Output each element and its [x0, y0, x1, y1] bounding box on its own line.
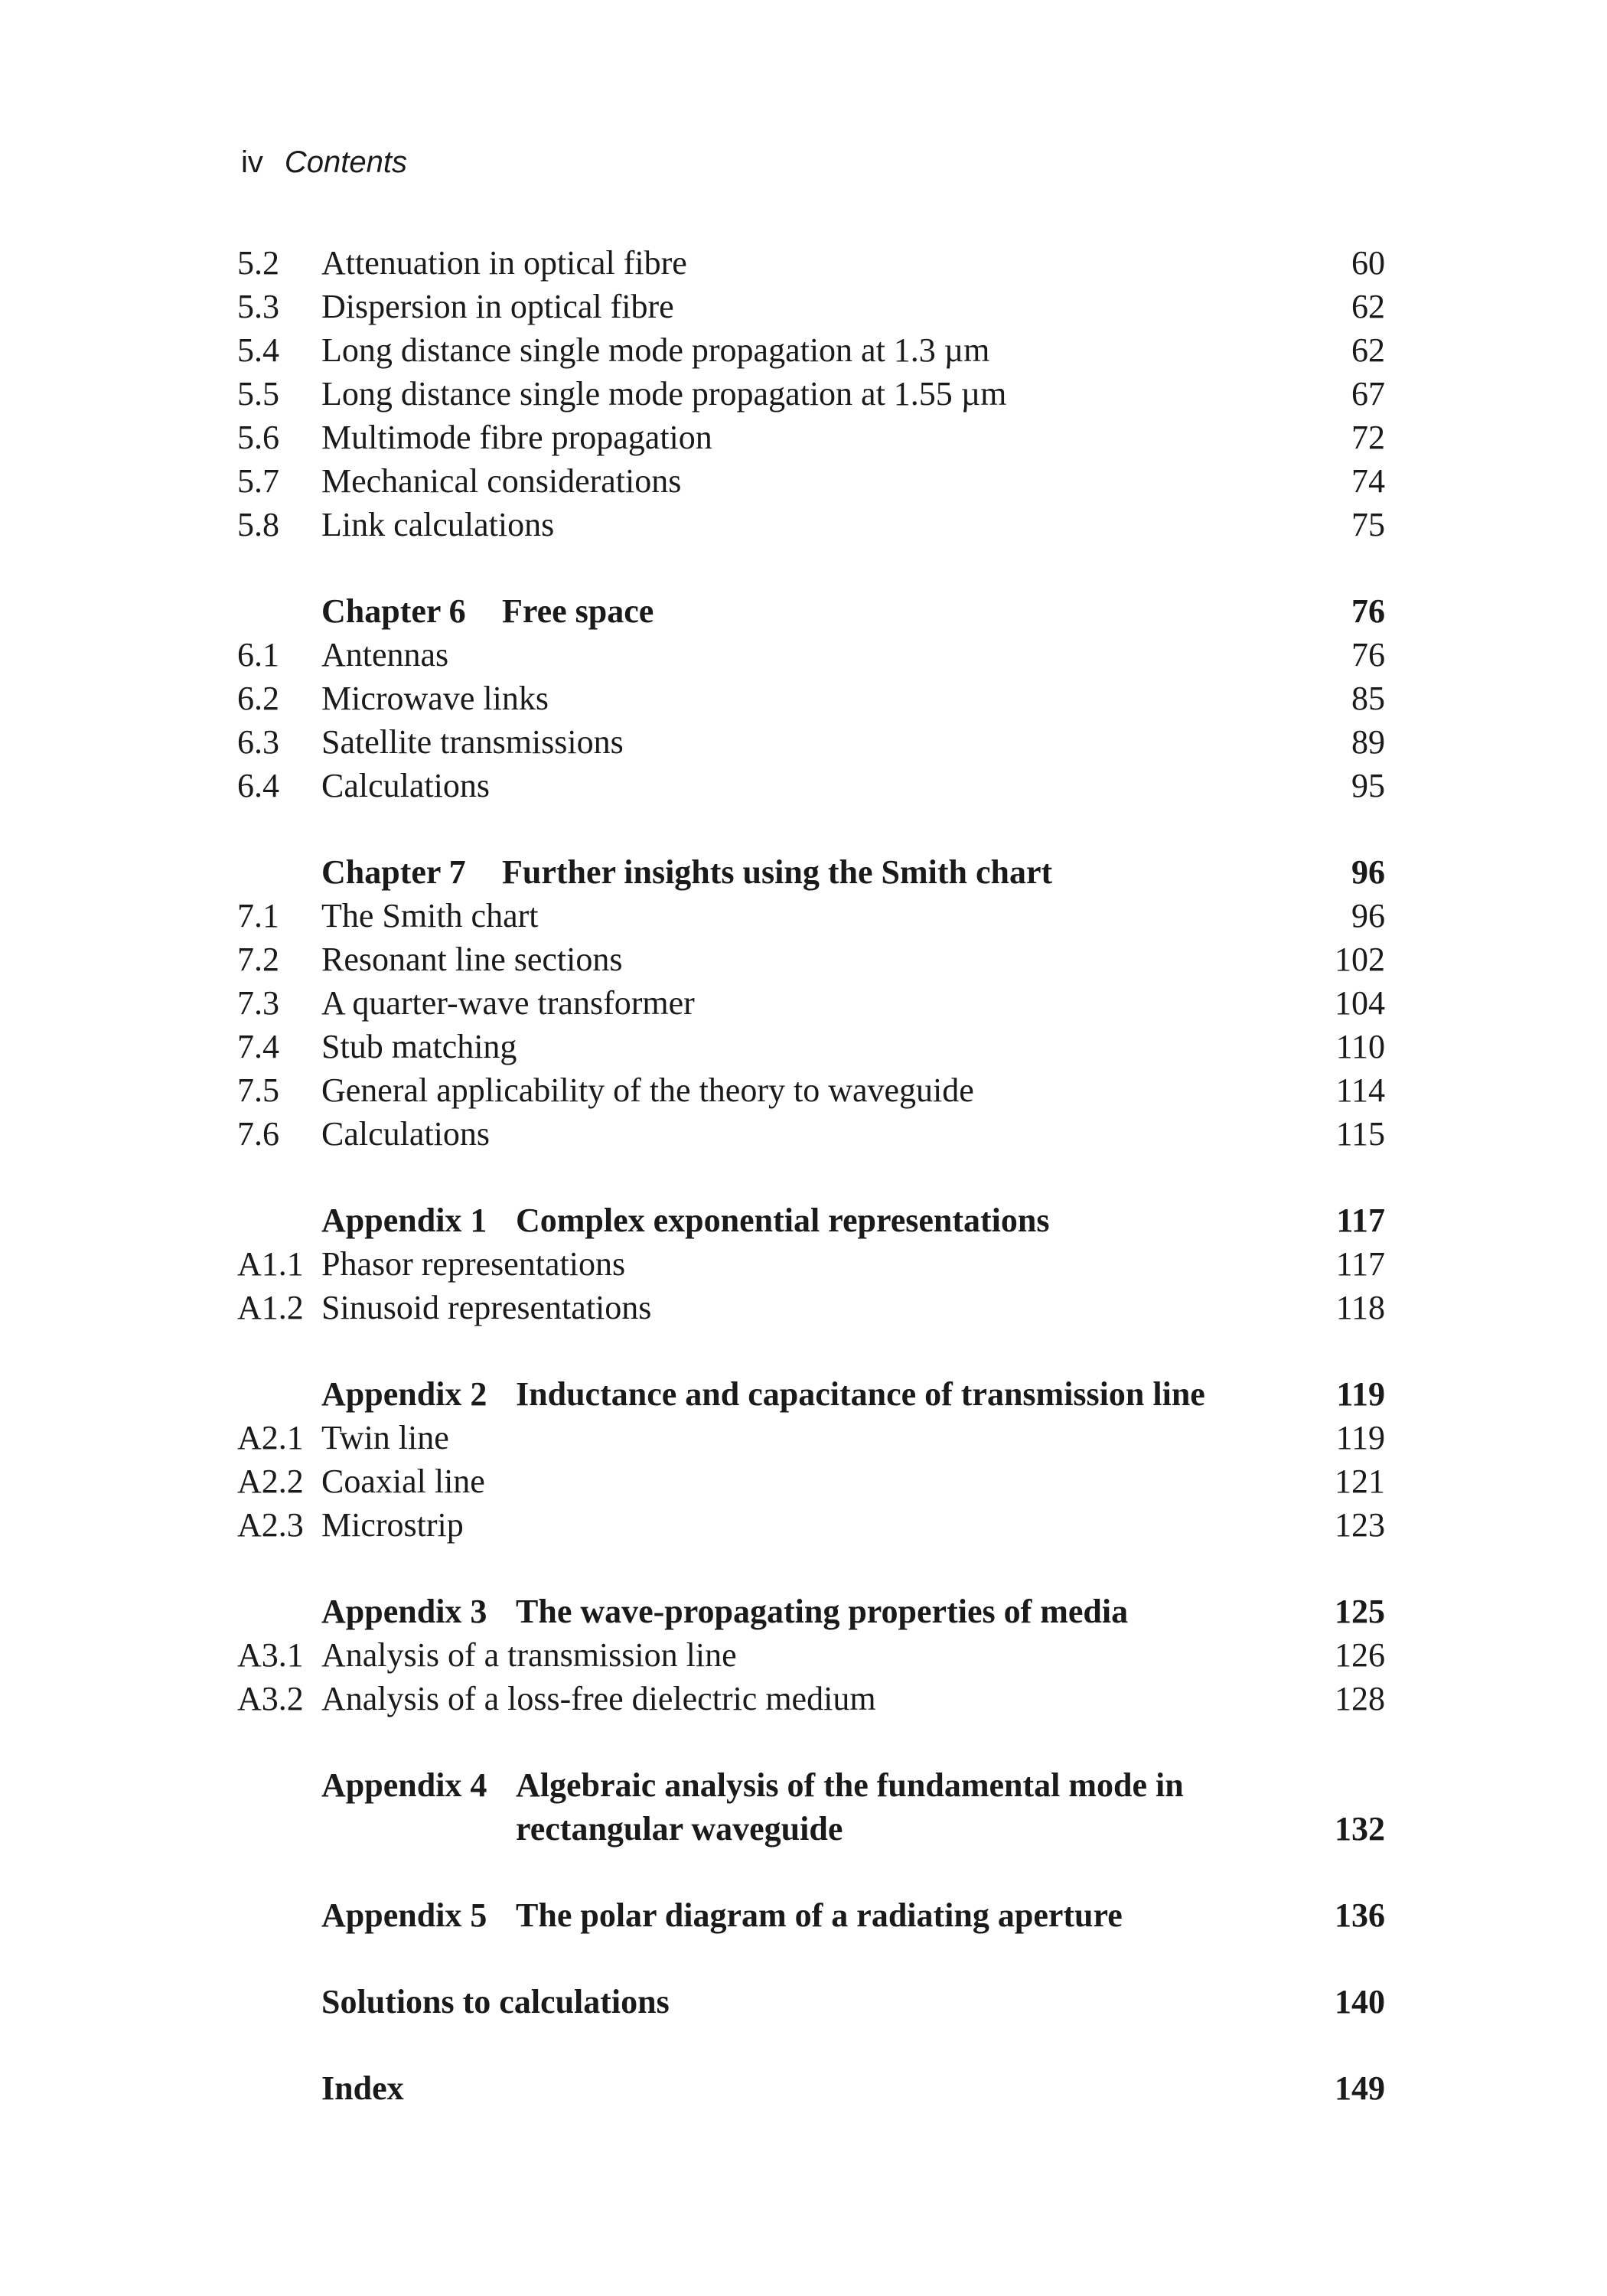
page-header [241, 145, 407, 180]
page-numeral: iv [241, 145, 263, 179]
page-number: 132 [1335, 1810, 1385, 1848]
toc-heading-appendix-4-continued[interactable] [237, 1807, 1385, 1851]
section-number: 7.5 [237, 1071, 279, 1109]
section-number: 5.3 [237, 288, 279, 325]
running-title: Contents [284, 145, 407, 179]
page-number: 114 [1335, 1071, 1385, 1109]
section-title: Stub matching [321, 1028, 517, 1065]
page-number: 60 [1351, 244, 1385, 282]
heading-title: The wave-propagating properties of media [516, 1593, 1129, 1630]
section-number: A3.1 [237, 1636, 304, 1674]
toc-entry-a1-1[interactable] [237, 1242, 1385, 1286]
heading-title: Free space [502, 592, 654, 630]
page-number: 89 [1351, 723, 1385, 761]
heading-title-line-1: Algebraic analysis of the fundamental mode in [516, 1766, 1184, 1804]
section-gap [237, 1156, 1385, 1199]
heading-title: The polar diagram of a radiating aperture [516, 1896, 1123, 1934]
page-number: 96 [1351, 853, 1385, 891]
toc-heading-chapter-6[interactable] [237, 589, 1385, 633]
page-number: 117 [1336, 1202, 1385, 1239]
toc-entry-a2-2[interactable] [237, 1459, 1385, 1503]
page-number: 128 [1335, 1680, 1385, 1717]
section-title: Long distance single mode propagation at 1.3 µm [321, 331, 990, 369]
section-title: Resonant line sections [321, 941, 623, 978]
toc-entry-a3-2[interactable] [237, 1677, 1385, 1720]
toc-entry-7-2[interactable] [237, 938, 1385, 981]
toc-entry-6-4[interactable] [237, 764, 1385, 807]
toc-entry-5-6[interactable] [237, 416, 1385, 459]
page-number: 123 [1335, 1506, 1385, 1544]
section-title: Microstrip [321, 1506, 464, 1544]
section-gap [237, 2024, 1385, 2066]
section-number: 5.2 [237, 244, 279, 282]
section-number: 5.5 [237, 375, 279, 413]
section-title: Long distance single mode propagation at 1.55 µm [321, 375, 1007, 413]
section-number: A2.3 [237, 1506, 304, 1544]
page-number: 76 [1351, 636, 1385, 673]
toc-entry-7-1[interactable] [237, 894, 1385, 938]
heading-label: Appendix 3 [321, 1593, 487, 1630]
heading-label: Appendix 5 [321, 1896, 487, 1934]
page-number: 62 [1351, 288, 1385, 325]
section-title: Multimode fibre propagation [321, 419, 712, 456]
toc-entry-a2-3[interactable] [237, 1503, 1385, 1547]
section-title: Analysis of a transmission line [321, 1636, 737, 1674]
section-number: A2.1 [237, 1419, 304, 1456]
toc-entry-5-7[interactable] [237, 459, 1385, 503]
toc-entry-7-4[interactable] [237, 1025, 1385, 1068]
section-number: A2.2 [237, 1463, 304, 1500]
section-title: Analysis of a loss-free dielectric medium [321, 1680, 876, 1717]
section-gap [237, 546, 1385, 589]
section-gap [237, 1937, 1385, 1980]
toc-entry-a2-1[interactable] [237, 1416, 1385, 1459]
toc-entry-6-2[interactable] [237, 677, 1385, 720]
section-gap [237, 1720, 1385, 1763]
section-gap [237, 1851, 1385, 1893]
toc-entry-5-2[interactable] [237, 241, 1385, 285]
toc-entry-5-4[interactable] [237, 328, 1385, 372]
section-title: A quarter-wave transformer [321, 984, 695, 1022]
page-number: 102 [1335, 941, 1385, 978]
section-gap [237, 807, 1385, 850]
section-number: 5.4 [237, 331, 279, 369]
toc-entry-7-3[interactable] [237, 981, 1385, 1025]
toc-heading-appendix-4[interactable] [237, 1763, 1385, 1807]
section-title: Twin line [321, 1419, 449, 1456]
toc-entry-5-8[interactable] [237, 503, 1385, 546]
section-title: Microwave links [321, 680, 549, 717]
toc-heading-appendix-2[interactable] [237, 1372, 1385, 1416]
section-title: Calculations [321, 767, 490, 804]
section-title: Link calculations [321, 506, 555, 543]
heading-label: Appendix 2 [321, 1375, 487, 1413]
section-title: Mechanical considerations [321, 462, 682, 500]
toc-entry-7-5[interactable] [237, 1068, 1385, 1112]
page-number: 85 [1351, 680, 1385, 717]
page-number: 72 [1351, 419, 1385, 456]
toc-heading-appendix-5[interactable] [237, 1893, 1385, 1937]
page-number: 140 [1335, 1983, 1385, 2020]
page-number: 76 [1351, 592, 1385, 630]
section-number: 5.8 [237, 506, 279, 543]
section-title: Calculations [321, 1115, 490, 1153]
page-number: 104 [1335, 984, 1385, 1022]
toc-heading-appendix-3[interactable] [237, 1590, 1385, 1633]
section-number: A1.2 [237, 1289, 304, 1326]
heading-title: Complex exponential representations [516, 1202, 1050, 1239]
section-title: Phasor representations [321, 1245, 626, 1283]
page-number: 126 [1335, 1636, 1385, 1674]
table-of-contents [237, 241, 1385, 2110]
section-number: 6.3 [237, 723, 279, 761]
section-number: A3.2 [237, 1680, 304, 1717]
page-number: 119 [1335, 1419, 1385, 1456]
toc-entry-5-5[interactable] [237, 372, 1385, 416]
page-number: 125 [1335, 1593, 1385, 1630]
page-number: 136 [1335, 1896, 1385, 1934]
toc-heading-appendix-1[interactable] [237, 1199, 1385, 1242]
section-title: Satellite transmissions [321, 723, 624, 761]
heading-label: Appendix 4 [321, 1766, 487, 1804]
section-number: 7.1 [237, 897, 279, 934]
section-title: Antennas [321, 636, 449, 673]
toc-heading-index[interactable] [237, 2066, 1385, 2110]
page-number: 118 [1335, 1289, 1385, 1326]
page-number: 115 [1335, 1115, 1385, 1153]
section-gap [237, 1547, 1385, 1590]
section-number: 7.6 [237, 1115, 279, 1153]
page-number: 62 [1351, 331, 1385, 369]
section-number: 7.3 [237, 984, 279, 1022]
section-number: 5.6 [237, 419, 279, 456]
heading-label: Chapter 6 [321, 592, 466, 630]
toc-heading-solutions[interactable] [237, 1980, 1385, 2024]
page-number: 95 [1351, 767, 1385, 804]
page-number: 74 [1351, 462, 1385, 500]
heading-title: Inductance and capacitance of transmission line [516, 1375, 1205, 1413]
section-gap [237, 1329, 1385, 1372]
heading-title: Further insights using the Smith chart [502, 853, 1053, 891]
section-title: Sinusoid representations [321, 1289, 652, 1326]
toc-entry-a3-1[interactable] [237, 1633, 1385, 1677]
heading-label: Chapter 7 [321, 853, 466, 891]
heading-title-line-2: rectangular waveguide [516, 1810, 843, 1848]
section-number: 6.1 [237, 636, 279, 673]
toc-entry-7-6[interactable] [237, 1112, 1385, 1156]
heading-title: Index [321, 2069, 404, 2107]
page-number: 117 [1335, 1245, 1385, 1283]
heading-title: Solutions to calculations [321, 1983, 670, 2020]
page-number: 96 [1351, 897, 1385, 934]
page-number: 119 [1336, 1375, 1385, 1413]
section-number: 7.2 [237, 941, 279, 978]
toc-entry-a1-2[interactable] [237, 1286, 1385, 1329]
toc-entry-6-3[interactable] [237, 720, 1385, 764]
page-number: 110 [1335, 1028, 1385, 1065]
page-number: 75 [1351, 506, 1385, 543]
heading-label: Appendix 1 [321, 1202, 487, 1239]
section-number: 6.4 [237, 767, 279, 804]
section-title: The Smith chart [321, 897, 539, 934]
page-number: 67 [1351, 375, 1385, 413]
section-title: General applicability of the theory to waveguide [321, 1071, 974, 1109]
section-title: Coaxial line [321, 1463, 485, 1500]
toc-entry-5-3[interactable] [237, 285, 1385, 328]
section-number: 7.4 [237, 1028, 279, 1065]
page-number: 121 [1335, 1463, 1385, 1500]
section-number: 5.7 [237, 462, 279, 500]
section-number: 6.2 [237, 680, 279, 717]
section-number: A1.1 [237, 1245, 304, 1283]
section-title: Dispersion in optical fibre [321, 288, 674, 325]
toc-heading-chapter-7[interactable] [237, 850, 1385, 894]
section-title: Attenuation in optical fibre [321, 244, 687, 282]
page-number: 149 [1335, 2069, 1385, 2107]
toc-entry-6-1[interactable] [237, 633, 1385, 677]
